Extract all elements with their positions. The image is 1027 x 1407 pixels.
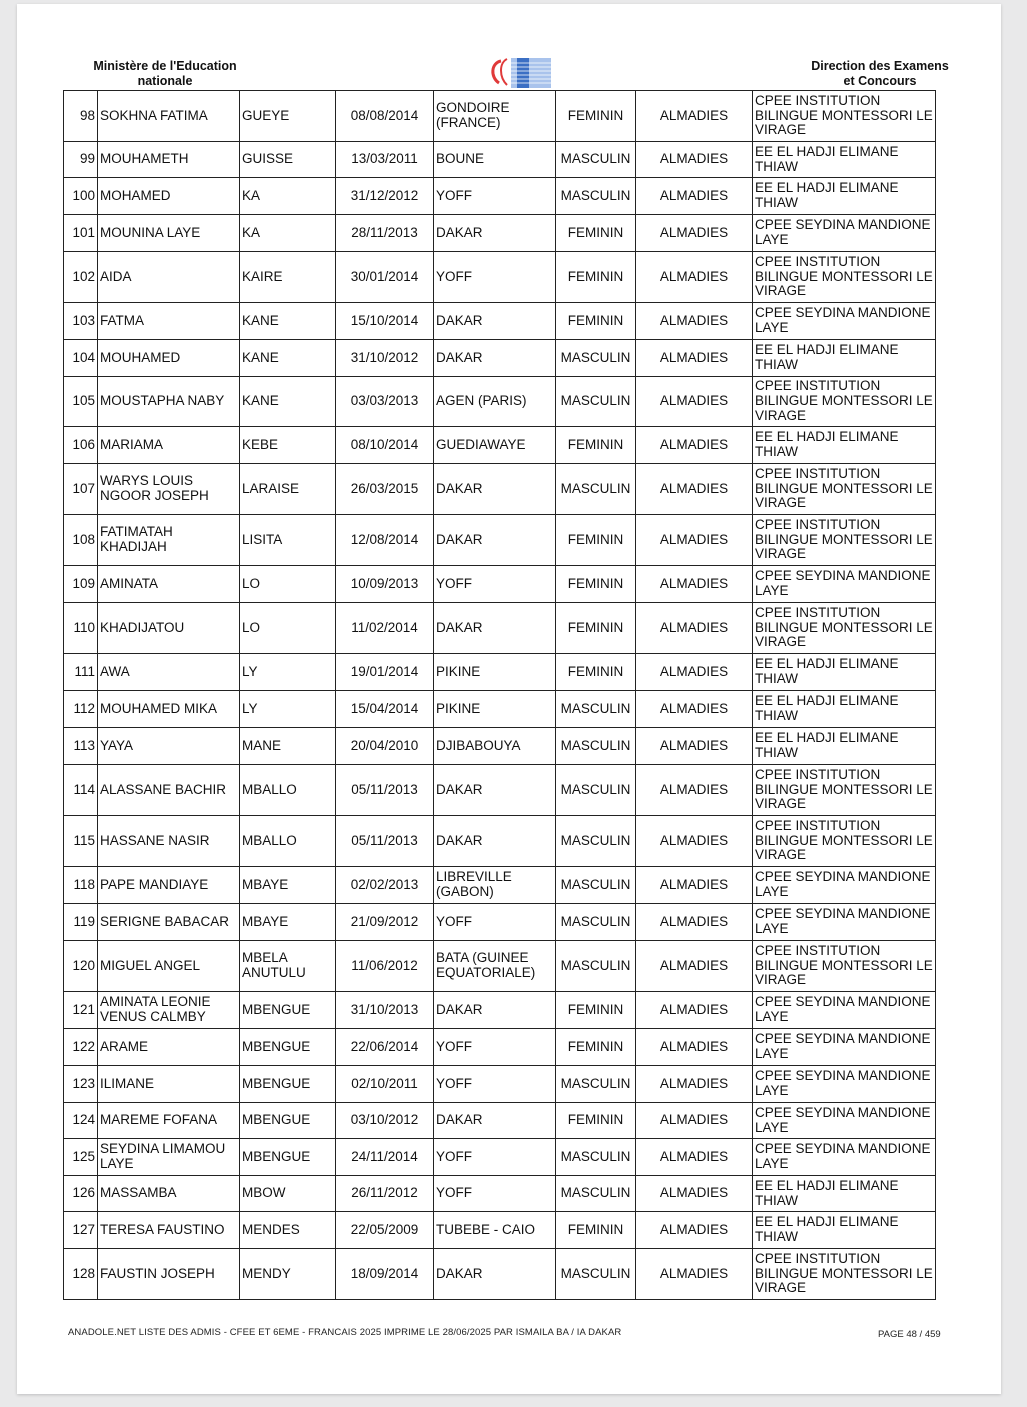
cell-school: EE EL HADJI ELIMANE THIAW [753,1212,936,1249]
cell-birth-date: 03/03/2013 [336,377,434,427]
cell-last-name: MBENGUE [240,992,336,1029]
cell-birth-date: 24/11/2014 [336,1139,434,1176]
cell-birth-place: YOFF [434,252,556,303]
cell-school: CPEE SEYDINA MANDIONE LAYE [753,867,936,904]
cell-first-name: TERESA FAUSTINO [98,1212,240,1249]
cell-school: EE EL HADJI ELIMANE THIAW [753,178,936,215]
table-row [64,464,936,515]
table-row [64,941,936,992]
cell-last-name: MBENGUE [240,1139,336,1176]
table-row [64,303,936,340]
cell-school: CPEE INSTITUTION BILINGUE MONTESSORI LE VIRAGE [753,1249,936,1300]
cell-number: 121 [64,992,98,1029]
admitted-list-table [63,90,936,1300]
cell-birth-date: 08/10/2014 [336,427,434,464]
cell-ief: ALMADIES [636,1103,753,1139]
cell-ief: ALMADIES [636,654,753,691]
cell-birth-place: YOFF [434,566,556,603]
cell-first-name: SEYDINA LIMAMOU LAYE [98,1139,240,1176]
cell-last-name: LISITA [240,515,336,566]
cell-birth-date: 26/03/2015 [336,464,434,515]
cell-birth-date: 20/04/2010 [336,728,434,765]
cell-school: EE EL HADJI ELIMANE THIAW [753,340,936,377]
cell-school: CPEE INSTITUTION BILINGUE MONTESSORI LE VIRAGE [753,464,936,515]
cell-ief: ALMADIES [636,377,753,427]
table-row [64,1249,936,1300]
cell-sex: MASCULIN [556,904,636,941]
cell-last-name: LY [240,654,336,691]
cell-sex: MASCULIN [556,765,636,816]
cell-birth-date: 19/01/2014 [336,654,434,691]
cell-number: 122 [64,1029,98,1066]
cell-last-name: KANE [240,340,336,377]
cell-last-name: GUEYE [240,91,336,142]
cell-sex: MASCULIN [556,1066,636,1103]
cell-birth-date: 08/08/2014 [336,91,434,142]
cell-last-name: MANE [240,728,336,765]
cell-last-name: MBENGUE [240,1066,336,1103]
cell-ief: ALMADIES [636,1212,753,1249]
cell-number: 119 [64,904,98,941]
table-row [64,515,936,566]
cell-school: CPEE SEYDINA MANDIONE LAYE [753,992,936,1029]
table-row [64,904,936,941]
cell-sex: FEMININ [556,303,636,340]
cell-birth-place: LIBREVILLE (GABON) [434,867,556,904]
cell-first-name: MOHAMED [98,178,240,215]
cell-birth-place: DAKAR [434,1249,556,1300]
cell-birth-date: 05/11/2013 [336,765,434,816]
table-row [64,816,936,867]
cell-first-name: AIDA [98,252,240,303]
cell-ief: ALMADIES [636,252,753,303]
cell-ief: ALMADIES [636,91,753,142]
cell-ief: ALMADIES [636,765,753,816]
cell-first-name: MASSAMBA [98,1176,240,1212]
cell-number: 111 [64,654,98,691]
cell-birth-place: GONDOIRE (FRANCE) [434,91,556,142]
cell-ief: ALMADIES [636,1176,753,1212]
cell-sex: FEMININ [556,215,636,252]
cell-first-name: AMINATA LEONIE VENUS CALMBY [98,992,240,1029]
cell-last-name: LO [240,603,336,654]
cell-ief: ALMADIES [636,1249,753,1300]
cell-first-name: MIGUEL ANGEL [98,941,240,992]
cell-birth-date: 11/06/2012 [336,941,434,992]
cell-number: 123 [64,1066,98,1103]
cell-sex: MASCULIN [556,728,636,765]
cell-birth-place: DAKAR [434,215,556,252]
cell-sex: MASCULIN [556,691,636,728]
cell-birth-place: DAKAR [434,303,556,340]
cell-birth-place: DAKAR [434,816,556,867]
cell-number: 102 [64,252,98,303]
cell-birth-date: 30/01/2014 [336,252,434,303]
cell-last-name: KANE [240,377,336,427]
cell-school: EE EL HADJI ELIMANE THIAW [753,691,936,728]
cell-sex: FEMININ [556,252,636,303]
page-number: PAGE 48 / 459 [878,1329,941,1340]
cell-birth-date: 02/02/2013 [336,867,434,904]
cell-birth-place: DAKAR [434,1103,556,1139]
exams-line-2: et Concours [843,74,917,88]
cell-sex: FEMININ [556,566,636,603]
cell-birth-date: 18/09/2014 [336,1249,434,1300]
cell-number: 109 [64,566,98,603]
cell-birth-date: 12/08/2014 [336,515,434,566]
cell-last-name: MENDY [240,1249,336,1300]
cell-ief: ALMADIES [636,215,753,252]
cell-number: 106 [64,427,98,464]
cell-birth-place: PIKINE [434,654,556,691]
cell-birth-date: 15/04/2014 [336,691,434,728]
exams-header [787,59,973,89]
cell-number: 126 [64,1176,98,1212]
cell-school: EE EL HADJI ELIMANE THIAW [753,728,936,765]
cell-number: 128 [64,1249,98,1300]
cell-ief: ALMADIES [636,728,753,765]
cell-last-name: MBENGUE [240,1029,336,1066]
cell-school: CPEE SEYDINA MANDIONE LAYE [753,1029,936,1066]
cell-sex: FEMININ [556,515,636,566]
cell-last-name: KEBE [240,427,336,464]
cell-ief: ALMADIES [636,303,753,340]
cell-number: 120 [64,941,98,992]
cell-birth-date: 31/10/2013 [336,992,434,1029]
table-row [64,215,936,252]
table-row [64,867,936,904]
cell-sex: FEMININ [556,1212,636,1249]
cell-school: CPEE SEYDINA MANDIONE LAYE [753,215,936,252]
cell-last-name: MBELA ANUTULU [240,941,336,992]
cell-first-name: AWA [98,654,240,691]
cell-birth-place: DJIBABOUYA [434,728,556,765]
cell-first-name: ARAME [98,1029,240,1066]
cell-number: 125 [64,1139,98,1176]
cell-number: 112 [64,691,98,728]
cell-sex: FEMININ [556,427,636,464]
cell-last-name: MBAYE [240,904,336,941]
cell-number: 107 [64,464,98,515]
cell-last-name: KAIRE [240,252,336,303]
cell-school: EE EL HADJI ELIMANE THIAW [753,1176,936,1212]
cell-school: CPEE INSTITUTION BILINGUE MONTESSORI LE VIRAGE [753,816,936,867]
cell-school: CPEE INSTITUTION BILINGUE MONTESSORI LE VIRAGE [753,941,936,992]
cell-number: 124 [64,1103,98,1139]
cell-school: CPEE INSTITUTION BILINGUE MONTESSORI LE VIRAGE [753,252,936,303]
cell-birth-place: DAKAR [434,765,556,816]
cell-first-name: FAUSTIN JOSEPH [98,1249,240,1300]
cell-number: 104 [64,340,98,377]
table-row [64,566,936,603]
cell-ief: ALMADIES [636,941,753,992]
cell-number: 115 [64,816,98,867]
cell-sex: MASCULIN [556,1139,636,1176]
cell-school: EE EL HADJI ELIMANE THIAW [753,654,936,691]
cell-last-name: MBAYE [240,867,336,904]
cell-birth-place: DAKAR [434,464,556,515]
cell-first-name: ILIMANE [98,1066,240,1103]
cell-first-name: ALASSANE BACHIR [98,765,240,816]
cell-birth-place: GUEDIAWAYE [434,427,556,464]
cell-birth-place: PIKINE [434,691,556,728]
cell-ief: ALMADIES [636,142,753,178]
table-row [64,377,936,427]
cell-birth-place: YOFF [434,1066,556,1103]
cell-birth-place: BATA (GUINEE EQUATORIALE) [434,941,556,992]
cell-number: 118 [64,867,98,904]
table-row [64,1066,936,1103]
cell-last-name: KA [240,178,336,215]
cell-sex: MASCULIN [556,816,636,867]
table-row [64,142,936,178]
table-row [64,765,936,816]
cell-first-name: YAYA [98,728,240,765]
cell-first-name: FATIMATAH KHADIJAH [98,515,240,566]
cell-sex: FEMININ [556,654,636,691]
cell-school: CPEE SEYDINA MANDIONE LAYE [753,1103,936,1139]
footer-print-info: ANADOLE.NET LISTE DES ADMIS - CFEE ET 6EME - FRANCAIS 2025 IMPRIME LE 28/06/2025 PAR ISMAILA BA / IA DAKAR [68,1327,622,1338]
exams-line-1: Direction des Examens [811,59,949,73]
cell-school: CPEE INSTITUTION BILINGUE MONTESSORI LE VIRAGE [753,377,936,427]
cell-sex: MASCULIN [556,1249,636,1300]
cell-sex: MASCULIN [556,142,636,178]
cell-number: 100 [64,178,98,215]
cell-sex: FEMININ [556,1029,636,1066]
cell-last-name: MBENGUE [240,1103,336,1139]
cell-last-name: MBALLO [240,816,336,867]
cell-birth-date: 31/10/2012 [336,340,434,377]
cell-sex: MASCULIN [556,340,636,377]
cell-birth-date: 03/10/2012 [336,1103,434,1139]
table-row [64,1176,936,1212]
cell-birth-date: 10/09/2013 [336,566,434,603]
table-row [64,654,936,691]
table-row [64,252,936,303]
ministry-line-2: nationale [137,74,193,88]
cell-ief: ALMADIES [636,340,753,377]
cell-ief: ALMADIES [636,904,753,941]
table-body [64,91,936,1300]
cell-last-name: MENDES [240,1212,336,1249]
cell-birth-place: DAKAR [434,603,556,654]
cell-sex: FEMININ [556,1103,636,1139]
cell-first-name: MOUNINA LAYE [98,215,240,252]
cell-birth-date: 22/05/2009 [336,1212,434,1249]
cell-first-name: PAPE MANDIAYE [98,867,240,904]
cell-birth-place: DAKAR [434,515,556,566]
cell-birth-date: 28/11/2013 [336,215,434,252]
cell-ief: ALMADIES [636,867,753,904]
cell-ief: ALMADIES [636,1066,753,1103]
cell-number: 103 [64,303,98,340]
table-row [64,691,936,728]
cell-school: CPEE SEYDINA MANDIONE LAYE [753,1066,936,1103]
table-row [64,603,936,654]
cell-birth-place: YOFF [434,178,556,215]
cell-first-name: MOUHAMED MIKA [98,691,240,728]
cell-first-name: MARIAMA [98,427,240,464]
cell-first-name: HASSANE NASIR [98,816,240,867]
cell-last-name: MBOW [240,1176,336,1212]
cell-first-name: MOUHAMED [98,340,240,377]
cell-school: CPEE INSTITUTION BILINGUE MONTESSORI LE VIRAGE [753,765,936,816]
cell-ief: ALMADIES [636,427,753,464]
cell-birth-place: BOUNE [434,142,556,178]
cell-school: CPEE SEYDINA MANDIONE LAYE [753,1139,936,1176]
cell-first-name: FATMA [98,303,240,340]
cell-ief: ALMADIES [636,603,753,654]
cell-school: EE EL HADJI ELIMANE THIAW [753,142,936,178]
cell-birth-date: 15/10/2014 [336,303,434,340]
cell-birth-place: DAKAR [434,340,556,377]
cell-number: 113 [64,728,98,765]
cell-birth-place: TUBEBE - CAIO [434,1212,556,1249]
cell-birth-place: YOFF [434,1176,556,1212]
cell-last-name: KANE [240,303,336,340]
cell-number: 101 [64,215,98,252]
cell-last-name: LY [240,691,336,728]
cell-sex: FEMININ [556,603,636,654]
cell-sex: MASCULIN [556,867,636,904]
cell-birth-date: 13/03/2011 [336,142,434,178]
cell-birth-date: 21/09/2012 [336,904,434,941]
cell-ief: ALMADIES [636,464,753,515]
cell-ief: ALMADIES [636,691,753,728]
cell-ief: ALMADIES [636,515,753,566]
cell-birth-date: 31/12/2012 [336,178,434,215]
cell-first-name: MAREME FOFANA [98,1103,240,1139]
cell-birth-date: 02/10/2011 [336,1066,434,1103]
ministry-logo [487,55,553,91]
table-row [64,178,936,215]
cell-birth-place: YOFF [434,904,556,941]
cell-birth-place: YOFF [434,1139,556,1176]
cell-ief: ALMADIES [636,816,753,867]
table-row [64,1139,936,1176]
cell-school: CPEE SEYDINA MANDIONE LAYE [753,303,936,340]
cell-sex: MASCULIN [556,464,636,515]
cell-last-name: LARAISE [240,464,336,515]
cell-number: 110 [64,603,98,654]
ministry-line-1: Ministère de l'Education [93,59,237,73]
cell-sex: MASCULIN [556,1176,636,1212]
cell-number: 98 [64,91,98,142]
cell-birth-place: YOFF [434,1029,556,1066]
cell-last-name: MBALLO [240,765,336,816]
cell-sex: FEMININ [556,992,636,1029]
cell-birth-date: 22/06/2014 [336,1029,434,1066]
cell-ief: ALMADIES [636,566,753,603]
cell-birth-place: AGEN (PARIS) [434,377,556,427]
table-row [64,992,936,1029]
table-row [64,1029,936,1066]
table-row [64,91,936,142]
cell-school: EE EL HADJI ELIMANE THIAW [753,427,936,464]
cell-number: 99 [64,142,98,178]
cell-sex: MASCULIN [556,377,636,427]
table-row [64,1212,936,1249]
cell-school: CPEE SEYDINA MANDIONE LAYE [753,566,936,603]
cell-sex: MASCULIN [556,941,636,992]
cell-number: 105 [64,377,98,427]
cell-school: CPEE SEYDINA MANDIONE LAYE [753,904,936,941]
cell-birth-place: DAKAR [434,992,556,1029]
cell-sex: FEMININ [556,91,636,142]
cell-school: CPEE INSTITUTION BILINGUE MONTESSORI LE VIRAGE [753,515,936,566]
cell-first-name: SOKHNA FATIMA [98,91,240,142]
ministry-header [79,59,251,89]
cell-school: CPEE INSTITUTION BILINGUE MONTESSORI LE VIRAGE [753,603,936,654]
cell-number: 114 [64,765,98,816]
cell-first-name: AMINATA [98,566,240,603]
cell-number: 127 [64,1212,98,1249]
cell-first-name: MOUSTAPHA NABY [98,377,240,427]
cell-first-name: SERIGNE BABACAR [98,904,240,941]
table-row [64,340,936,377]
table-row [64,728,936,765]
table-row [64,1103,936,1139]
cell-ief: ALMADIES [636,992,753,1029]
cell-first-name: MOUHAMETH [98,142,240,178]
cell-birth-date: 26/11/2012 [336,1176,434,1212]
cell-ief: ALMADIES [636,1139,753,1176]
table-row [64,427,936,464]
cell-birth-date: 05/11/2013 [336,816,434,867]
cell-last-name: KA [240,215,336,252]
cell-first-name: KHADIJATOU [98,603,240,654]
cell-ief: ALMADIES [636,178,753,215]
cell-sex: MASCULIN [556,178,636,215]
cell-last-name: GUISSE [240,142,336,178]
cell-number: 108 [64,515,98,566]
cell-first-name: WARYS LOUIS NGOOR JOSEPH [98,464,240,515]
cell-birth-date: 11/02/2014 [336,603,434,654]
cell-ief: ALMADIES [636,1029,753,1066]
cell-school: CPEE INSTITUTION BILINGUE MONTESSORI LE VIRAGE [753,91,936,142]
cell-last-name: LO [240,566,336,603]
